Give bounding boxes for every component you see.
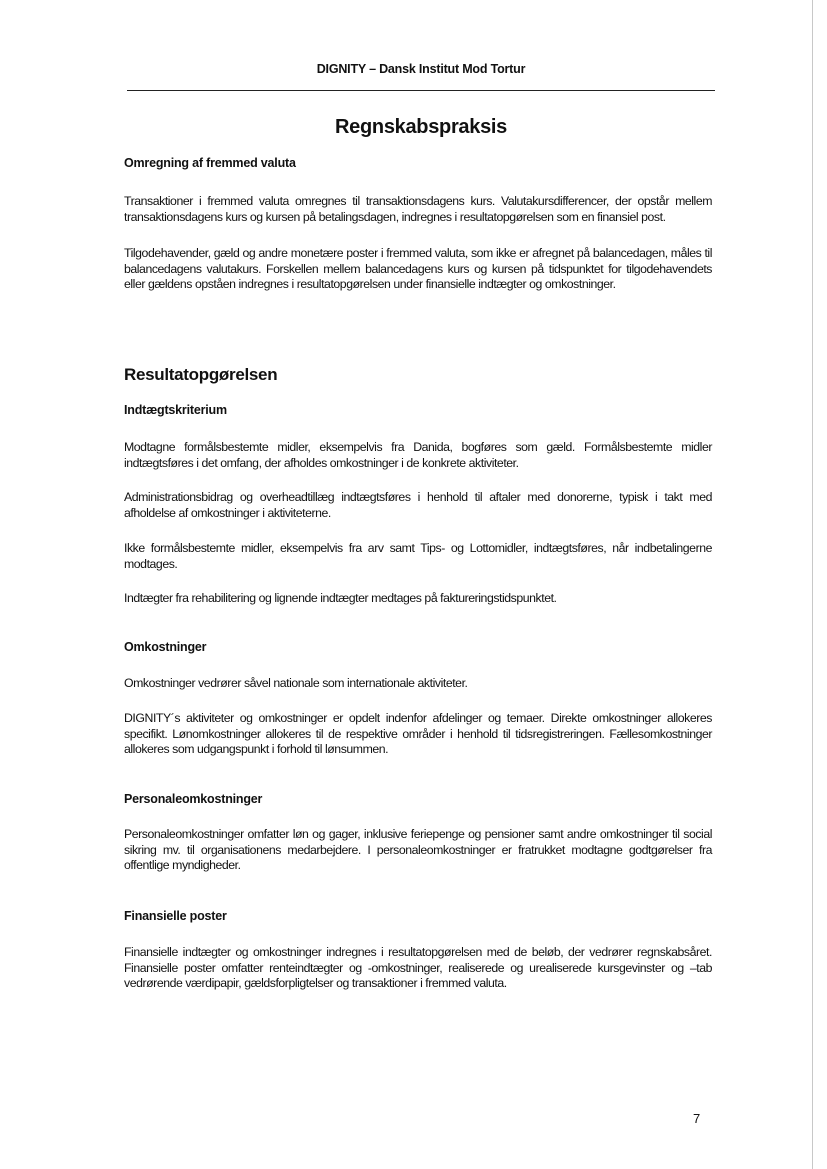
heading-indtaegtskriterium: Indtægtskriterium <box>124 403 227 417</box>
heading-finansielle-poster: Finansielle poster <box>124 909 227 923</box>
paragraph-indtaegt-1: Modtagne formålsbestemte midler, eksempelvis fra Danida, bogføres som gæld. Formålsbestemte midler indtægtsføres i det omfang, der afholdes omkostninger i de konkrete aktiviteter. <box>124 440 712 470</box>
heading-omregning-valuta: Omregning af fremmed valuta <box>124 156 296 170</box>
page-edge-line <box>812 0 813 1169</box>
page-title: Regnskabspraksis <box>335 116 507 138</box>
paragraph-valuta-1: Transaktioner i fremmed valuta omregnes til transaktionsdagens kurs. Valutakursdifferencer, der opstår mellem transaktionsdagens kurs og kursen på betalingsdagen, indregnes i resultatopgørelsen som en finansiel post. <box>124 194 712 224</box>
heading-personaleomkostninger: Personaleomkostninger <box>124 792 263 806</box>
page-number: 7 <box>693 1111 701 1126</box>
paragraph-valuta-2: Tilgodehavender, gæld og andre monetære poster i fremmed valuta, som ikke er afregnet på balancedagen, måles til balancedagens valutakurs. Forskellen mellem balancedagens kurs og kursen på tidspunktet for tilgodehavendets eller gældens opståen indregnes i resultatopgørelsen under finansielle indtægter og omkostninger. <box>124 246 712 291</box>
heading-omkostninger: Omkostninger <box>124 640 207 654</box>
paragraph-indtaegt-2: Administrationsbidrag og overheadtillæg indtægtsføres i henhold til aftaler med donorerne, typisk i takt med afholdelse af omkostninger i aktiviteterne. <box>124 490 712 520</box>
paragraph-indtaegt-4: Indtægter fra rehabilitering og lignende indtægter medtages på faktureringstidspunktet. <box>124 591 557 605</box>
paragraph-personale-1: Personaleomkostninger omfatter løn og gager, inklusive feriepenge og pensioner samt andre omkostninger til social sikring mv. til organisationens medarbejdere. I personaleomkostninger er fratrukket modtagne godtgørelser fra offentlige myndigheder. <box>124 827 712 872</box>
header-rule <box>127 90 715 91</box>
paragraph-indtaegt-3: Ikke formålsbestemte midler, eksempelvis fra arv samt Tips- og Lottomidler, indtægtsføres, når indbetalingerne modtages. <box>124 541 712 571</box>
paragraph-omkost-1: Omkostninger vedrører såvel nationale som internationale aktiviteter. <box>124 676 468 690</box>
paragraph-omkost-2: DIGNITY´s aktiviteter og omkostninger er opdelt indenfor afdelinger og temaer. Direkte omkostninger allokeres specifikt. Lønomkostninger allokeres til de respektive områder i henhold til tidsregistreringen. Fællesomkostninger allokeres som udgangspunkt i forhold til lønsummen. <box>124 711 712 756</box>
running-header: DIGNITY – Dansk Institut Mod Tortur <box>316 62 526 76</box>
heading-resultatopgorelsen: Resultatopgørelsen <box>124 365 278 384</box>
paragraph-finans-1: Finansielle indtægter og omkostninger indregnes i resultatopgørelsen med de beløb, der vedrører regnskabsåret. Finansielle poster omfatter renteindtægter og -omkostninger, realiserede og urealiserede kursgevinster og –tab vedrørende værdipapir, gældsforpligtelser og transaktioner i fremmed valuta. <box>124 945 712 990</box>
